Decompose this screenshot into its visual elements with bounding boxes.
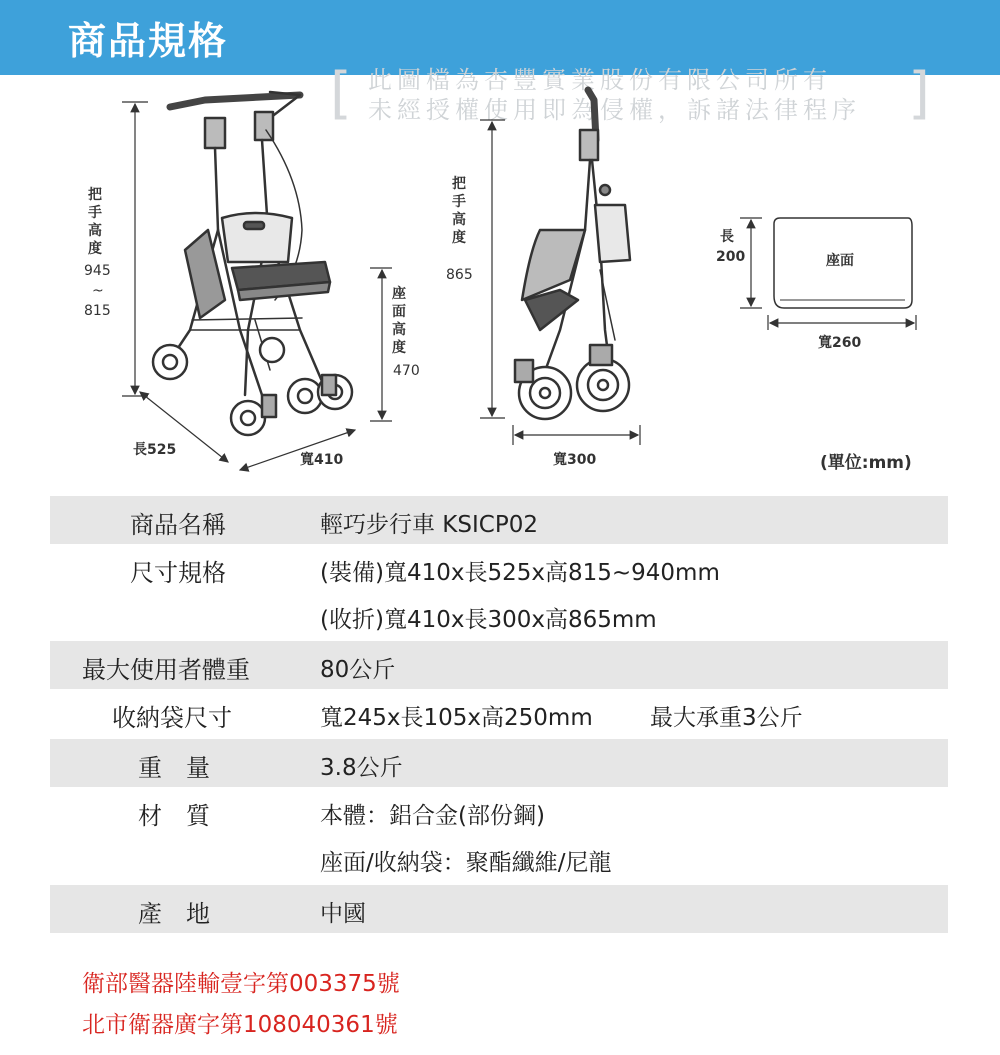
- material-value-1: 本體：鋁合金(部份鋼): [320, 803, 545, 829]
- spec-row-bag: [50, 689, 948, 739]
- seat-width-dimension: [768, 315, 916, 330]
- name-label: 商品名稱: [130, 511, 226, 539]
- spec-table: [50, 496, 948, 933]
- max-user-value: 80公斤: [320, 657, 396, 683]
- watermark-line-2: 未經授權使用即為侵權，訴諸法律程序: [368, 96, 861, 124]
- handle-height-value-1: 945: [84, 263, 111, 279]
- spec-row-name: [50, 496, 948, 544]
- seat-height-dimension: [370, 268, 392, 421]
- material-label: 材 質: [138, 802, 210, 830]
- handle-height-label: 把手高度: [88, 187, 102, 257]
- size-value-1: (裝備)寬410x長525x高815~940mm: [320, 560, 720, 586]
- handle-height-dimension: [122, 102, 148, 396]
- folded-height-label: 把手高度: [452, 176, 466, 246]
- seat-height-value: 470: [393, 363, 420, 379]
- folded-width-dimension: [513, 425, 640, 445]
- watermark-bracket-right: ]: [908, 61, 935, 126]
- seat-length-label: 長: [720, 229, 734, 245]
- bag-max-load: 最大承重3公斤: [650, 705, 803, 731]
- registration-line-1: 衛部醫器陸輸壹字第003375號: [82, 971, 400, 997]
- size-value-2: (收折)寬410x長300x高865mm: [320, 607, 657, 633]
- unit-label: (單位:mm): [820, 453, 912, 473]
- length-label: 長525: [133, 442, 177, 458]
- walker-folded-illustration: [515, 90, 630, 419]
- folded-height-dimension: [480, 120, 505, 418]
- product-diagram: [0, 75, 1000, 475]
- spec-row-origin: [50, 885, 948, 933]
- folded-height-value: 865: [446, 267, 473, 283]
- seat-width-label: 寬260: [818, 335, 862, 351]
- bag-value: 寬245x長105x高250mm: [320, 705, 593, 731]
- bag-label: 收納袋尺寸: [112, 704, 232, 732]
- origin-label: 產 地: [138, 900, 210, 928]
- spec-row-material: [50, 787, 948, 885]
- spec-row-size: [50, 544, 948, 641]
- registration-line-2: 北市衛器廣字第108040361號: [82, 1012, 398, 1038]
- size-label: 尺寸規格: [130, 559, 226, 587]
- material-value-2: 座面/收納袋：聚酯纖維/尼龍: [320, 850, 612, 876]
- weight-value: 3.8公斤: [320, 755, 403, 781]
- handle-height-value-2: 815: [84, 303, 111, 319]
- seat-name: 座面: [826, 253, 854, 269]
- weight-label: 重 量: [138, 754, 210, 782]
- watermark-line-1: 此圖檔為杏豐實業股份有限公司所有: [368, 66, 832, 94]
- name-value: 輕巧步行車 KSICP02: [320, 512, 538, 538]
- seat-length-value: 200: [716, 249, 746, 265]
- watermark-bracket-left: [: [330, 61, 357, 126]
- max-user-label: 最大使用者體重: [82, 656, 250, 684]
- walker-open-illustration: [153, 92, 352, 435]
- folded-width-label: 寬300: [553, 452, 597, 468]
- seat-height-label: 座面高度: [392, 286, 406, 356]
- spec-row-max-user: [50, 641, 948, 689]
- width-label: 寬410: [300, 452, 344, 468]
- origin-value: 中國: [320, 901, 366, 927]
- handle-height-tilde: ~: [92, 283, 104, 299]
- page-title: 商品規格: [68, 19, 229, 63]
- spec-row-weight: [50, 739, 948, 787]
